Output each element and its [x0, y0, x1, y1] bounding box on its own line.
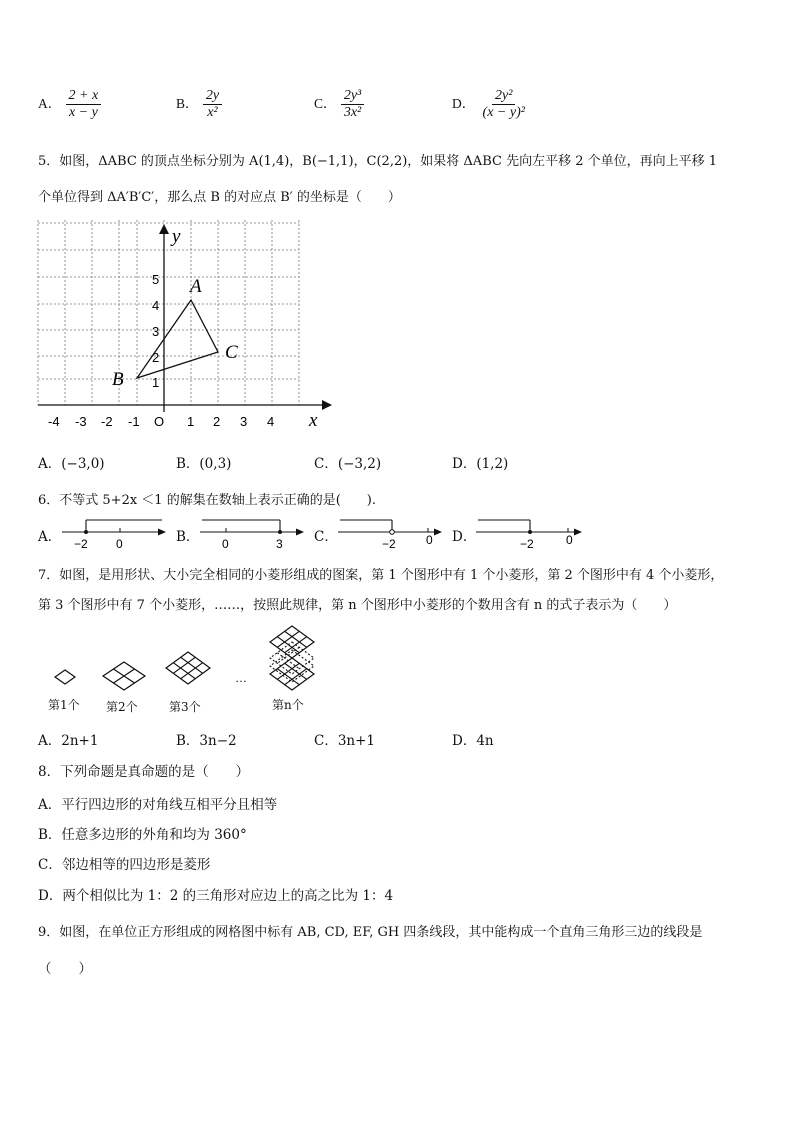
svg-text:3: 3 [276, 537, 283, 551]
q4-option-a: A． $\frac{2 + x}{x - y}$ [38, 88, 101, 121]
q5-x-arrow [322, 400, 332, 410]
svg-text:0: 0 [426, 533, 433, 547]
q7-figure-3 [166, 652, 210, 684]
q6-number-line-d [472, 514, 588, 552]
svg-text:−2: −2 [520, 537, 534, 551]
q5-x-tick: -2 [101, 414, 113, 429]
q5-x-tick: 1 [187, 414, 195, 429]
q5-x-tick: -3 [75, 414, 87, 429]
q8-option-a: A．平行四边形的对角线互相平分且相等 [38, 797, 278, 813]
q8-option-b: B．任意多边形的外角和均为 360° [38, 827, 247, 843]
q5-x-tick: 2 [213, 414, 221, 429]
q5-option-b: B．(0,3) [176, 456, 232, 472]
q7-option-a: A．2n+1 [38, 733, 99, 749]
q6-number-line-a [58, 514, 170, 552]
q9-stem-line1: 9．如图，在单位正方形组成的网格图中标有 AB, CD, EF, GH 四条线段，其中能构成一个直角三角形三边的线段是 [38, 925, 703, 940]
svg-text:0: 0 [116, 537, 123, 551]
q5-x-tick: -4 [48, 414, 60, 429]
q7-figure-2 [103, 662, 145, 690]
q5-option-c: C．(−3,2) [314, 456, 382, 472]
q5-y-tick: 3 [152, 324, 160, 339]
q7-figure-3-label: 第3个 [169, 700, 201, 714]
q5-point-c-label: C [225, 342, 238, 363]
q9-stem-line2: （ ） [38, 961, 92, 977]
q6-number-line-b [196, 514, 308, 552]
q5-grid [38, 220, 299, 405]
q7-figure-2-label: 第2个 [106, 700, 138, 714]
q5-x-label: x [309, 410, 318, 431]
q7-option-b: B．3n−2 [176, 733, 237, 749]
svg-text:0: 0 [566, 533, 573, 547]
q6-option-a-letter: A． [38, 529, 62, 545]
q5-y-tick: 2 [152, 350, 160, 365]
q6-number-line-c [334, 514, 446, 552]
q7-figure-1-label: 第1个 [48, 698, 80, 712]
q4-option-c: C． $\frac{\text{2y³}}{\text{3x²}}$ [314, 88, 364, 121]
q5-point-a-label: A [190, 276, 202, 297]
q7-stem-line2: 第 3 个图形中有 7 个小菱形，……，按照此规律，第 n 个图形中小菱形的个数用含有 n 的式子表示为（ ） [38, 598, 677, 613]
q5-x-tick: 3 [240, 414, 248, 429]
q5-option-d: D．(1,2) [452, 456, 509, 472]
q7-figure-n-label: 第n个 [272, 698, 304, 712]
q5-origin-label: O [154, 414, 165, 429]
q5-triangle-abc [137, 300, 218, 378]
q5-y-tick: 5 [152, 272, 160, 287]
q4-option-d: D． $\frac{\text{2y²}}{\text{(x − y)²}}$ [452, 88, 525, 120]
q5-y-tick: 1 [152, 375, 160, 390]
q6-option-b-letter: B． [176, 529, 200, 545]
q5-y-tick: 4 [152, 298, 160, 313]
q6-stem: 6．不等式 5+2x ＜1 的解集在数轴上表示正确的是( ). [38, 493, 376, 508]
q4-option-b: B． $\frac{2y}{\text{x²}}$ [176, 88, 222, 121]
q5-y-label: y [172, 226, 181, 247]
q6-option-d-letter: D． [452, 529, 477, 545]
q7-option-c: C．3n+1 [314, 733, 376, 749]
q5-coordinate-graph [30, 212, 340, 437]
q8-option-d: D．两个相似比为 1：2 的三角形对应边上的高之比为 1：4 [38, 888, 394, 904]
q8-option-c: C．邻边相等的四边形是菱形 [38, 857, 211, 873]
q8-stem: 8．下列命题是真命题的是（ ） [38, 764, 250, 780]
q5-x-tick: 4 [267, 414, 275, 429]
svg-text:−2: −2 [74, 537, 88, 551]
svg-text:0: 0 [222, 537, 229, 551]
q5-option-a: A．(−3,0) [38, 456, 105, 472]
q6-option-c-letter: C． [314, 529, 338, 545]
svg-text:−2: −2 [382, 537, 396, 551]
q7-figure-1 [55, 670, 75, 684]
q7-ellipsis: … [235, 671, 247, 685]
q5-x-tick: -1 [128, 414, 140, 429]
q7-stem-line1: 7．如图，是用形状、大小完全相同的小菱形组成的图案，第 1 个图形中有 1 个小菱形，第 2 个图形中有 4 个小菱形， [38, 568, 724, 583]
q7-option-d: D．4n [452, 733, 494, 749]
q5-stem-line1: 5．如图，ΔABC 的顶点坐标分别为 A(1,4)，B(−1,1)，C(2,2)，如果将 ΔABC 先向左平移 2 个单位，再向上平移 1 [38, 154, 718, 169]
q5-y-arrow [159, 224, 169, 234]
q5-stem-line2: 个单位得到 ΔA′B′C′，那么点 B 的对应点 B′ 的坐标是（ ） [38, 190, 401, 205]
q5-point-b-label: B [112, 369, 124, 390]
